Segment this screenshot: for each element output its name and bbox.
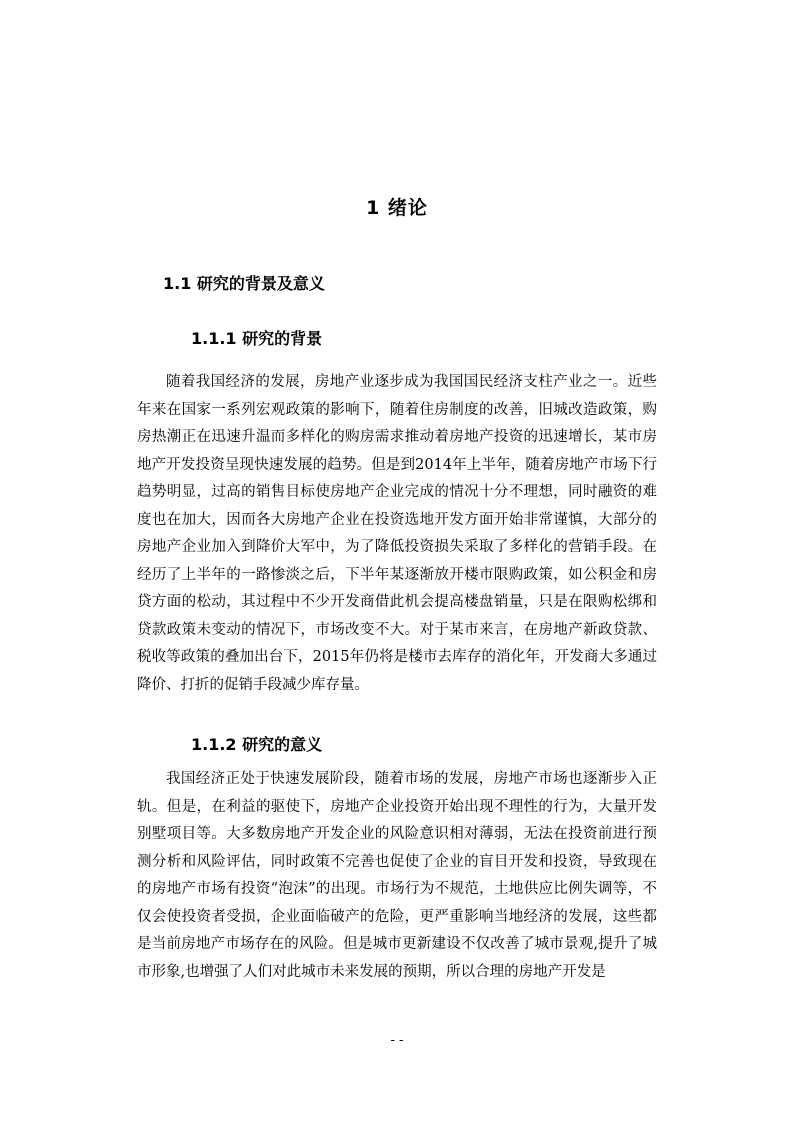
chapter-title: 1 绪论 [366,197,428,219]
paragraph-background: 随着我国经济的发展，房地产业逐步成为我国国民经济支柱产业之一。近些年来在国家一系列宏观政策的影响下，随着住房制度的改善，旧城改造政策，购房热潮正在迅速升温而多样化的购房需求推动着房地产投资的迅速增长，某市房地产开发投资呈现快速发展的趋势。但是到2014年上半年，随着房地产市场下行趋势明显，过高的销售目标使房地产企业完成的情况十分不理想，同时融资的难度也在加大，因而各大房地产企业在投资选地开发方面开始非常谨慎，大部分的房地产企业加入到降价大军中，为了降低投资损失采取了多样化的营销手段。在经历了上半年的一路惨淡之后，下半年某逐渐放开楼市限购政策，如公积金和房贷方面的松动，其过程中不少开发商借此机会提高楼盘销量，只是在限购松绑和贷款政策未变动的情况下，市场改变不大。对于某市来言，在房地产新政贷款、税收等政策的叠加出台下，2015年仍将是楼市去库存的消化年，开发商大多通过降价、打折的促销手段减少库存量。 [137,374,657,693]
page-number: - - [390,1033,404,1048]
subsection-title-background: 1.1.1 研究的背景 [191,329,323,348]
paragraph-significance: 我国经济正处于快速发展阶段，随着市场的发展，房地产市场也逐渐步入正轨。但是，在利益的驱使下，房地产企业投资开始出现不理性的行为，大量开发别墅项目等。大多数房地产开发企业的风险意识相对薄弱，无法在投资前进行预测分析和风险评估，同时政策不完善也促使了企业的盲目开发和投资，导致现在的房地产市场有投资“泡沫”的出现。市场行为不规范，土地供应比例失调等，不仅会使投资者受损，企业面临破产的危险，更严重影响当地经济的发展，这些都是当前房地产市场存在的风险。但是城市更新建设不仅改善了城市景观,提升了城市形象,也增强了人们对此城市未来发展的预期，所以合理的房地产开发是 [137,771,657,980]
subsection-title-significance: 1.1.2 研究的意义 [191,735,323,754]
section-title: 1.1 研究的背景及意义 [163,274,325,293]
